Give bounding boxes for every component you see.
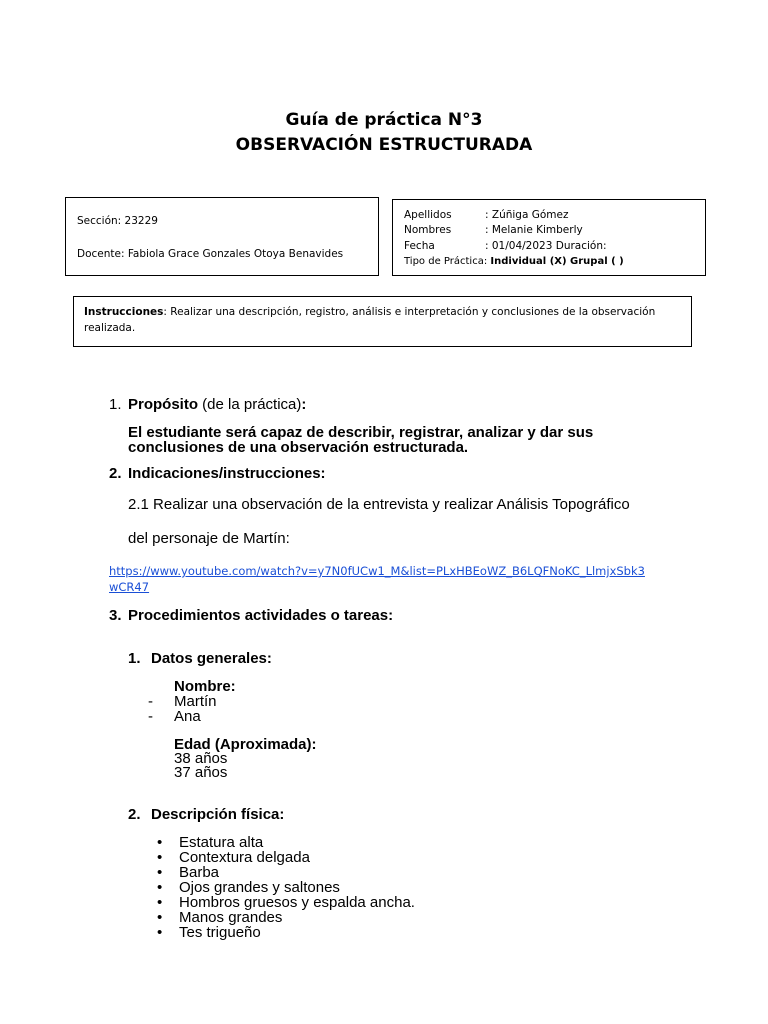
physical-item: Ojos grandes y saltones xyxy=(179,879,340,896)
course-info-box xyxy=(65,197,379,276)
tipo-practica-value: Individual (X) Grupal ( ) xyxy=(490,256,624,267)
nombre-label: Nombre: xyxy=(174,678,236,695)
section2-title: Indicaciones/instrucciones: xyxy=(128,465,326,482)
physical-item: Contextura delgada xyxy=(179,849,310,866)
section3-number: 3. xyxy=(109,607,122,624)
dash-icon: - xyxy=(148,708,153,725)
sub1-title: Datos generales: xyxy=(151,650,272,667)
section1-text-line1: El estudiante será capaz de describir, registrar, analizar y dar sus xyxy=(128,424,594,441)
instructions-label: Instrucciones xyxy=(84,306,164,318)
bullet-icon: • xyxy=(157,909,163,926)
section2-text-line2: del personaje de Martín: xyxy=(128,530,290,547)
edad-item: 37 años xyxy=(174,764,228,781)
physical-item: Hombros gruesos y espalda ancha. xyxy=(179,894,415,911)
section1-colon: : xyxy=(301,396,307,413)
teacher-name: Docente: Fabiola Grace Gonzales Otoya Benavides xyxy=(77,248,344,260)
sub2-number: 2. xyxy=(128,806,141,823)
nombre-item: Ana xyxy=(174,708,201,725)
student-info-box xyxy=(392,199,706,276)
bullet-icon: • xyxy=(157,879,163,896)
section1-number: 1. xyxy=(109,396,122,413)
nombres-value: : Melanie Kimberly xyxy=(485,224,583,236)
section1-text-line2: conclusiones de una observación estructurada. xyxy=(128,439,469,456)
instructions-box xyxy=(73,296,692,347)
section2-text-line1: 2.1 Realizar una observación de la entrevista y realizar Análisis Topográfico xyxy=(128,496,630,513)
bullet-icon: • xyxy=(157,834,163,851)
fecha-value: : 01/04/2023 Duración: xyxy=(485,240,607,252)
instructions-line1 xyxy=(84,306,655,318)
section1-title: Propósito xyxy=(128,396,198,413)
physical-item: Barba xyxy=(179,864,220,881)
bullet-icon: • xyxy=(157,894,163,911)
section1-heading xyxy=(128,396,306,413)
nombre-item: Martín xyxy=(174,693,217,710)
bullet-icon: • xyxy=(157,849,163,866)
page-title: Guía de práctica N°3 xyxy=(285,110,483,130)
section2-number: 2. xyxy=(109,465,122,482)
dash-icon: - xyxy=(148,693,153,710)
fecha-label: Fecha xyxy=(404,240,435,252)
physical-item: Estatura alta xyxy=(179,834,264,851)
youtube-link[interactable] xyxy=(109,563,645,595)
apellidos-value: : Zúñiga Gómez xyxy=(485,209,569,221)
tipo-practica xyxy=(404,256,624,267)
youtube-link-line1[interactable]: https://www.youtube.com/watch?v=y7N0fUCw1_M&list=PLxHBEoWZ_B6LQFNoKC_LlmjxSbk3 xyxy=(109,564,645,578)
section3-title: Procedimientos actividades o tareas: xyxy=(128,607,394,624)
nombres-label: Nombres xyxy=(404,224,452,236)
bullet-icon: • xyxy=(157,864,163,881)
physical-item: Manos grandes xyxy=(179,909,283,926)
instructions-text: : Realizar una descripción, registro, análisis e interpretación y conclusiones de la observación xyxy=(163,306,656,318)
tipo-practica-label: Tipo de Práctica: xyxy=(404,256,488,267)
section-code: Sección: 23229 xyxy=(77,215,158,227)
edad-item: 38 años xyxy=(174,750,228,767)
instructions-line2: realizada. xyxy=(84,322,136,334)
bullet-icon: • xyxy=(157,924,163,941)
section1-title-rest: (de la práctica) xyxy=(198,396,302,413)
sub1-number: 1. xyxy=(128,650,141,667)
youtube-link-line2[interactable]: wCR47 xyxy=(109,580,150,594)
edad-label: Edad (Aproximada): xyxy=(174,736,317,753)
sub2-title: Descripción física: xyxy=(151,806,285,823)
physical-item: Tes trigueño xyxy=(179,924,261,941)
apellidos-label: Apellidos xyxy=(404,209,452,221)
page-subtitle: OBSERVACIÓN ESTRUCTURADA xyxy=(235,135,533,155)
